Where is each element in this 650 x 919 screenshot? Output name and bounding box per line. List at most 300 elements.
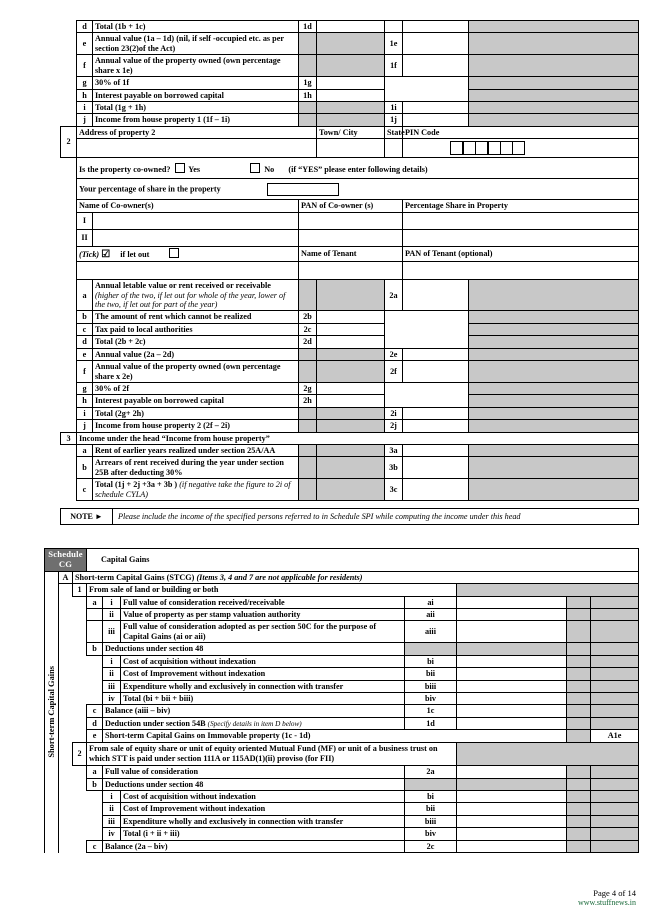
row-letter: d: [87, 717, 103, 729]
table-row: [61, 323, 639, 335]
co-owner-row: [61, 229, 639, 246]
tick-mark-icon[interactable]: ☑: [101, 248, 111, 260]
row-value-right[interactable]: [403, 55, 469, 77]
row-roman: iv: [103, 692, 121, 704]
row-value-right: [403, 77, 469, 89]
row-value-mid: [317, 420, 385, 432]
shaded-cell: [469, 457, 639, 479]
shaded-cell: [591, 778, 639, 790]
row-roman: i: [103, 655, 121, 667]
shaded-cell: [457, 742, 639, 766]
shaded-cell: [567, 680, 591, 692]
row-value[interactable]: [457, 668, 567, 680]
row-code-mid: 2h: [299, 395, 317, 407]
item-number: 2: [73, 742, 87, 766]
row-code-mid: 2b: [299, 311, 317, 323]
row-code-right: 2f: [385, 361, 403, 383]
shaded-cell: [591, 596, 639, 608]
row-value-right[interactable]: [403, 361, 469, 383]
row-letter: d: [77, 336, 93, 348]
row-code-mid: [299, 445, 317, 457]
co-owner-header-row: [61, 200, 639, 212]
table-row: [45, 717, 639, 729]
co-owner-pan-input[interactable]: [299, 212, 403, 229]
row-label: Expenditure wholly and exclusively in connection with transfer: [121, 680, 405, 692]
shaded-cell: [469, 77, 639, 89]
shaded-cell: [591, 815, 639, 827]
section-letter: A: [59, 571, 73, 583]
row-value-mid: [317, 33, 385, 55]
row-value-mid: [317, 55, 385, 77]
row-letter: j: [77, 420, 93, 432]
property-serial: 2: [61, 126, 77, 157]
tenant-header-row: [61, 246, 639, 262]
row-value-mid: [317, 348, 385, 360]
row-label: Total (bi + bii + biii): [121, 692, 405, 704]
row-label: Cost of acquisition without indexation: [121, 791, 405, 803]
row-value-mid: [317, 457, 385, 479]
row-roman: iv: [103, 828, 121, 840]
shaded-cell: [567, 766, 591, 778]
row-code-right: 1j: [385, 114, 403, 126]
shaded-cell: [405, 643, 457, 655]
site-link[interactable]: www.stuffnews.in: [578, 898, 636, 907]
shaded-cell: [567, 668, 591, 680]
table-row: [45, 668, 639, 680]
percentage-share-input[interactable]: [267, 183, 339, 196]
row-letter: i: [77, 101, 93, 113]
row-label: Short-term Capital Gains on Immovable property (1c - 1d): [103, 730, 567, 742]
shaded-cell: [469, 33, 639, 55]
row-value-mid[interactable]: [317, 382, 385, 394]
shaded-cell: [567, 596, 591, 608]
co-owner-percentage-header: Percentage Share in Property: [403, 200, 639, 212]
table-row: [45, 803, 639, 815]
shaded-cell: [591, 705, 639, 717]
table-row: [61, 33, 639, 55]
row-letter: e: [77, 348, 93, 360]
row-value-right: [403, 323, 469, 335]
row-label: Income from house property 1 (1f – 1i): [93, 114, 299, 126]
co-owner-pan-header: PAN of Co-owner (s): [299, 200, 403, 212]
row-label: Balance (aiii – biv): [103, 705, 405, 717]
co-owner-percentage-input[interactable]: [403, 229, 639, 246]
row-value-mid[interactable]: [317, 323, 385, 335]
row-letter: g: [77, 77, 93, 89]
row-letter: a: [87, 766, 103, 778]
co-owner-percentage-input[interactable]: [403, 212, 639, 229]
no-checkbox[interactable]: [250, 163, 260, 173]
row-value-mid[interactable]: [317, 395, 385, 407]
row-label: Cost of Improvement without indexation: [121, 668, 405, 680]
row-code-right: [385, 323, 403, 335]
shaded-cell: [469, 445, 639, 457]
co-owned-label: Is the property co-owned?: [79, 164, 171, 174]
shaded-cell: [591, 766, 639, 778]
table-row: [61, 114, 639, 126]
row-code: bi: [405, 655, 457, 667]
tenant-tick-input[interactable]: [77, 262, 299, 280]
row-number: 3: [61, 432, 77, 444]
pin-digit-box[interactable]: [512, 141, 525, 155]
row-value[interactable]: [457, 828, 567, 840]
pin-digit-box[interactable]: [450, 141, 463, 155]
pin-digit-box[interactable]: [488, 141, 501, 155]
row-code-mid: [299, 457, 317, 479]
row-label-italic: (higher of the two, if let out for whole of the year, lower of the two, if let out for part of the year): [95, 290, 286, 309]
row-value-right[interactable]: [403, 101, 469, 113]
row-value[interactable]: [457, 621, 567, 643]
table-row: [45, 815, 639, 827]
row-code-mid: [299, 479, 317, 501]
let-out-tick-cell: [77, 246, 299, 262]
row-letter: h: [77, 89, 93, 101]
row-label: Total (1g + 1h): [93, 101, 299, 113]
row-value-mid: [317, 114, 385, 126]
row-label: 30% of 2f: [93, 382, 299, 394]
row-letter: j: [77, 114, 93, 126]
co-owner-index: I: [77, 212, 93, 229]
row-label: Value of property as per stamp valuation authority: [121, 609, 405, 621]
shaded-cell: [469, 21, 639, 33]
row-letter: a: [77, 445, 93, 457]
section-a-title-bold: Short-term Capital Gains (STCG): [75, 572, 195, 582]
property2-address-row: [61, 126, 639, 138]
no-label: No: [264, 164, 275, 174]
item2-title: From sale of equity share or unit of equity oriented Mutual Fund (MF) or unit of a business trust on which STT is paid under section 111A or 115AD(1)(ii) proviso (for FII): [87, 742, 457, 766]
schedule-title: Capital Gains: [87, 549, 639, 572]
table-row: [61, 336, 639, 348]
table-row: [61, 55, 639, 77]
row-label: Interest payable on borrowed capital: [93, 89, 299, 101]
row-letter: i: [77, 407, 93, 419]
row-code-mid: [299, 348, 317, 360]
row-value[interactable]: [457, 803, 567, 815]
address-input[interactable]: [77, 139, 317, 158]
co-owned-row: [61, 158, 639, 179]
row-code-mid: 1h: [299, 89, 317, 101]
row-value[interactable]: [457, 840, 567, 852]
row-roman: i: [103, 791, 121, 803]
shaded-cell: [567, 621, 591, 643]
row-label: Rent of earlier years realized under section 25A/AA: [93, 445, 299, 457]
row-label: Tax paid to local authorities: [93, 323, 299, 335]
row-value-right: [403, 89, 469, 101]
tick-label: (Tick): [79, 249, 100, 259]
row-code-right: [385, 311, 403, 323]
row-code-right: [385, 336, 403, 348]
row-roman: iii: [103, 621, 121, 643]
row-label: Full value of consideration received/receivable: [121, 596, 405, 608]
row-code-right: 2e: [385, 348, 403, 360]
row-code-mid: [299, 55, 317, 77]
row-code: aiii: [405, 621, 457, 643]
table-row: [61, 280, 639, 311]
row-code-mid: 2c: [299, 323, 317, 335]
table-row: [45, 791, 639, 803]
co-owner-name-input[interactable]: [93, 229, 299, 246]
let-out-label: if let out: [120, 249, 150, 259]
yes-label: Yes: [188, 164, 201, 174]
row-code-mid: [299, 407, 317, 419]
table-row: [45, 692, 639, 704]
row-letter: c: [77, 323, 93, 335]
income-head-title: Income under the head “Income from house property”: [77, 432, 639, 444]
co-owner-name-header: Name of Co-owner(s): [77, 200, 299, 212]
shaded-cell: [567, 840, 591, 852]
town-input[interactable]: [317, 139, 385, 158]
table-row: [45, 705, 639, 717]
shaded-cell: [591, 643, 639, 655]
row-code: A1e: [591, 730, 639, 742]
row-letter: [87, 621, 103, 643]
row-label-italic: (if negative take the figure to 2i of schedule CYLA): [95, 480, 291, 499]
note-tab: NOTE ►: [61, 509, 113, 525]
note-text: Please include the income of the specified persons referred to in Schedule SPI while computing the income under this head: [113, 509, 639, 525]
row-label: Total (2g+ 2h): [93, 407, 299, 419]
row-label: Total (i + ii + iii): [121, 828, 405, 840]
note-row: [60, 508, 639, 525]
row-value-mid: [317, 280, 385, 311]
row-code-right: 2a: [385, 280, 403, 311]
row-letter: b: [77, 457, 93, 479]
table-row: [61, 361, 639, 383]
table-row: [45, 766, 639, 778]
row-value[interactable]: [457, 766, 567, 778]
row-value[interactable]: [457, 655, 567, 667]
row-label-italic: (Specify details in item D below): [207, 719, 302, 728]
town-label: Town/ City: [317, 126, 385, 138]
row-code-right: [385, 89, 403, 101]
tenant-pan-label: PAN of Tenant (optional): [403, 246, 639, 262]
row-letter: h: [77, 395, 93, 407]
table-row: [61, 348, 639, 360]
table-row: [45, 840, 639, 852]
row-code-mid: [299, 280, 317, 311]
row-value-right[interactable]: [403, 407, 469, 419]
row-letter: b: [87, 778, 103, 790]
pin-digit-box[interactable]: [475, 141, 488, 155]
row-code: 1c: [405, 705, 457, 717]
shaded-cell: [591, 840, 639, 852]
row-label: Deductions under section 48: [103, 643, 405, 655]
shaded-cell: [469, 420, 639, 432]
row-roman: iii: [103, 815, 121, 827]
row-value[interactable]: [457, 717, 567, 729]
row-letter: e: [87, 730, 103, 742]
row-value-right: [403, 336, 469, 348]
row-label: Expenditure wholly and exclusively in connection with transfer: [121, 815, 405, 827]
row-label: Annual value of the property owned (own percentage share x 2e): [93, 361, 299, 383]
row-code-mid: [299, 420, 317, 432]
row-value-right[interactable]: [403, 457, 469, 479]
row-value-mid[interactable]: [317, 21, 385, 33]
shaded-cell: [469, 382, 639, 394]
shaded-cell: [567, 692, 591, 704]
shaded-cell: [469, 114, 639, 126]
shaded-cell: [469, 101, 639, 113]
shaded-cell: [567, 717, 591, 729]
row-value-mid[interactable]: [317, 311, 385, 323]
section-a-row: [45, 571, 639, 583]
row-label: The amount of rent which cannot be realized: [93, 311, 299, 323]
co-owned-question: [77, 158, 639, 179]
shaded-cell: [591, 621, 639, 643]
row-label: Annual value (2a – 2d): [93, 348, 299, 360]
shaded-cell: [469, 348, 639, 360]
table-row: [61, 101, 639, 113]
pin-digit-box[interactable]: [500, 141, 513, 155]
row-value[interactable]: [457, 596, 567, 608]
shaded-cell: [469, 336, 639, 348]
let-out-checkbox[interactable]: [169, 248, 179, 258]
tenant-name-input[interactable]: [299, 262, 403, 280]
row-code-mid: 2g: [299, 382, 317, 394]
table-row: [45, 778, 639, 790]
pin-label: [403, 126, 639, 138]
row-label: Cost of acquisition without indexation: [121, 655, 405, 667]
row-value-right[interactable]: [403, 479, 469, 501]
shaded-cell: [591, 680, 639, 692]
row-roman: i: [103, 596, 121, 608]
row-label: Income from house property 2 (2f – 2i): [93, 420, 299, 432]
shaded-cell: [469, 323, 639, 335]
table-row: [61, 21, 639, 33]
row-letter: [87, 609, 103, 621]
row-value-right[interactable]: [403, 114, 469, 126]
section-a-title: [73, 571, 639, 583]
row-value-right: [403, 382, 469, 394]
row-roman: ii: [103, 803, 121, 815]
row-code-mid: 2d: [299, 336, 317, 348]
section-a-title-italic: (Items 3, 4 and 7 are not applicable for residents): [196, 572, 363, 582]
shaded-cell: [469, 395, 639, 407]
row-code: biv: [405, 828, 457, 840]
row-label: Total (2b + 2c): [93, 336, 299, 348]
row-value[interactable]: [457, 815, 567, 827]
pin-digit-box[interactable]: [463, 141, 476, 155]
row-code-mid: 1g: [299, 77, 317, 89]
table-row: [61, 382, 639, 394]
row-code-mid: [299, 361, 317, 383]
tenant-pan-input[interactable]: [403, 262, 639, 280]
table-row: [45, 596, 639, 608]
shaded-cell: [405, 778, 457, 790]
row-value[interactable]: [457, 705, 567, 717]
row-code-right: 3b: [385, 457, 403, 479]
table-row: [45, 828, 639, 840]
row-label: Balance (2a – biv): [103, 840, 405, 852]
co-owner-name-input[interactable]: [93, 212, 299, 229]
row-value-mid[interactable]: [317, 89, 385, 101]
shaded-cell: [591, 609, 639, 621]
row-roman: ii: [103, 668, 121, 680]
row-code-right: [385, 382, 403, 394]
percentage-share: [77, 179, 639, 200]
row-letter: f: [77, 55, 93, 77]
row-letter: a: [77, 280, 93, 311]
shaded-cell: [567, 609, 591, 621]
row-value-mid[interactable]: [317, 336, 385, 348]
row-value-right[interactable]: [403, 348, 469, 360]
row-letter: c: [77, 479, 93, 501]
row-value[interactable]: [457, 791, 567, 803]
row-value-right[interactable]: [403, 33, 469, 55]
row-value-right[interactable]: [403, 445, 469, 457]
shaded-cell: [567, 643, 591, 655]
shaded-cell: [469, 361, 639, 383]
shaded-cell: [457, 778, 567, 790]
table-row: [45, 609, 639, 621]
schedule-header-row: [45, 549, 639, 572]
row-code: 2a: [405, 766, 457, 778]
table-row: [61, 395, 639, 407]
row-letter: b: [87, 643, 103, 655]
row-letter: b: [77, 311, 93, 323]
row-value-right[interactable]: [403, 21, 469, 33]
shaded-cell: [469, 311, 639, 323]
state-label: State: [385, 126, 403, 138]
row-value-right: [403, 311, 469, 323]
page-footer: [578, 888, 636, 907]
row-letter: c: [87, 705, 103, 717]
shaded-cell: [567, 791, 591, 803]
shaded-cell: [591, 668, 639, 680]
row-value-right[interactable]: [403, 280, 469, 311]
row-label-bold: Total (1j + 2j +3a + 3b ): [95, 480, 178, 490]
row-value-right[interactable]: [403, 420, 469, 432]
house-property-table: [60, 20, 639, 501]
row-label: Annual value of the property owned (own percentage share x 1e): [93, 55, 299, 77]
row-code-mid: [299, 101, 317, 113]
shaded-cell: [591, 692, 639, 704]
shaded-cell: [469, 479, 639, 501]
row-label: [93, 280, 299, 311]
row-value[interactable]: [457, 680, 567, 692]
row-label: Full value of consideration: [103, 766, 405, 778]
row-label: [93, 479, 299, 501]
shaded-cell: [469, 89, 639, 101]
row-value-mid: [317, 479, 385, 501]
state-input[interactable]: [385, 139, 403, 158]
shaded-cell: [469, 407, 639, 419]
row-code-right: 2i: [385, 407, 403, 419]
income-head-row: [61, 432, 639, 444]
shaded-cell: [567, 705, 591, 717]
pin-input[interactable]: [403, 139, 639, 158]
row-value[interactable]: [457, 609, 567, 621]
co-owner-pan-input[interactable]: [299, 229, 403, 246]
row-value[interactable]: [457, 692, 567, 704]
row-code-right: 1i: [385, 101, 403, 113]
tenant-name-label: Name of Tenant: [299, 246, 403, 262]
row-value-mid[interactable]: [317, 77, 385, 89]
row-letter: c: [87, 840, 103, 852]
row-code-right: 1f: [385, 55, 403, 77]
row-value-mid: [317, 407, 385, 419]
percentage-share-label: Your percentage of share in the property: [79, 184, 221, 194]
table-row: [61, 407, 639, 419]
table-row: [61, 457, 639, 479]
property2-address-inputs: [61, 139, 639, 158]
shaded-cell: [591, 828, 639, 840]
yes-checkbox[interactable]: [175, 163, 185, 173]
row-letter: g: [77, 382, 93, 394]
row-roman: ii: [103, 609, 121, 621]
table-row: [45, 643, 639, 655]
row-code: 1d: [405, 717, 457, 729]
row-letter: f: [77, 361, 93, 383]
